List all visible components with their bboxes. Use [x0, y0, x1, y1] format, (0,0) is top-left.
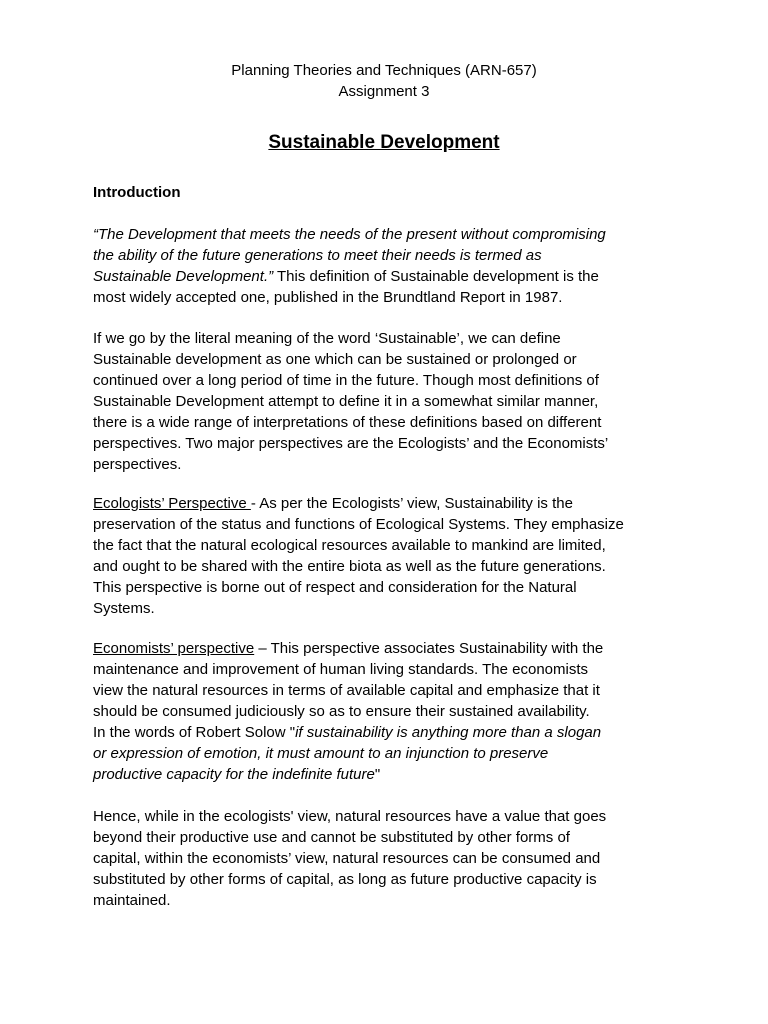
paragraph-line	[93, 638, 678, 659]
paragraph-line	[93, 764, 678, 785]
document-title: Sustainable Development	[268, 132, 500, 153]
intro-definition-text: This definition of Sustainable development is the	[273, 268, 599, 285]
intro-line: most widely accepted one, published in the Brundtland Report in 1987.	[93, 289, 563, 306]
paragraph-line: capital, within the economists’ view, natural resources can be consumed and	[93, 850, 601, 867]
solow-quote-line: or expression of emotion, it must amount to an injunction to preserve	[93, 745, 549, 762]
economists-text: – This perspective associates Sustainability with the	[254, 640, 604, 657]
paragraph-line: perspectives.	[93, 456, 182, 473]
introduction-heading: Introduction	[93, 184, 181, 201]
paragraph-line	[93, 493, 678, 514]
paragraph-line: maintained.	[93, 892, 171, 909]
economists-label: Economists’ perspective	[93, 640, 255, 657]
intro-quote-end: Sustainable Development.”	[93, 268, 274, 285]
literal-meaning-paragraph	[93, 328, 678, 475]
paragraph-line: This perspective is borne out of respect and consideration for the Natural	[93, 579, 577, 596]
solow-intro: In the words of Robert Solow "	[93, 724, 296, 741]
paragraph-line: Sustainable Development attempt to define it in a somewhat similar manner,	[93, 393, 599, 410]
conclusion-paragraph	[93, 806, 678, 911]
solow-quote: if sustainability is anything more than a slogan	[295, 724, 602, 741]
intro-line: “The Development that meets the needs of the present without compromising	[93, 226, 606, 243]
paragraph-line: Systems.	[93, 600, 155, 617]
paragraph-line: Hence, while in the ecologists' view, natural resources have a value that goes	[93, 808, 607, 825]
paragraph-line: maintenance and improvement of human living standards. The economists	[93, 661, 588, 678]
paragraph-line	[93, 722, 678, 743]
paragraph-line: substituted by other forms of capital, as long as future productive capacity is	[93, 871, 597, 888]
intro-line: the ability of the future generations to meet their needs is termed as	[93, 247, 542, 264]
solow-quote-end: productive capacity for the indefinite future	[93, 766, 375, 783]
paragraph-line: and ought to be shared with the entire biota as well as the future generations.	[93, 558, 606, 575]
ecologists-text: - As per the Ecologists’ view, Sustainability is the	[250, 495, 573, 512]
ecologists-label: Ecologists’ Perspective	[93, 495, 251, 512]
assignment-number: Assignment 3	[338, 83, 430, 100]
paragraph-line: there is a wide range of interpretations of these definitions based on different	[93, 414, 602, 431]
paragraph-line: perspectives. Two major perspectives are the Ecologists’ and the Economists’	[93, 435, 609, 452]
intro-line	[93, 266, 678, 287]
paragraph-line: should be consumed judiciously so as to ensure their sustained availability.	[93, 703, 590, 720]
economists-paragraph	[93, 638, 678, 785]
paragraph-line: continued over a long period of time in the future. Though most definitions of	[93, 372, 599, 389]
closing-quote: "	[374, 766, 381, 783]
paragraph-line: beyond their productive use and cannot be substituted by other forms of	[93, 829, 570, 846]
course-title: Planning Theories and Techniques (ARN-657)	[231, 62, 537, 79]
paragraph-line: Sustainable development as one which can be sustained or prolonged or	[93, 351, 577, 368]
paragraph-line: preservation of the status and functions of Ecological Systems. They emphasize	[93, 516, 624, 533]
introduction-paragraph	[93, 224, 678, 308]
paragraph-line: the fact that the natural ecological resources available to mankind are limited,	[93, 537, 606, 554]
paragraph-line: If we go by the literal meaning of the word ‘Sustainable’, we can define	[93, 330, 561, 347]
paragraph-line: view the natural resources in terms of available capital and emphasize that it	[93, 682, 600, 699]
ecologists-paragraph	[93, 493, 678, 619]
